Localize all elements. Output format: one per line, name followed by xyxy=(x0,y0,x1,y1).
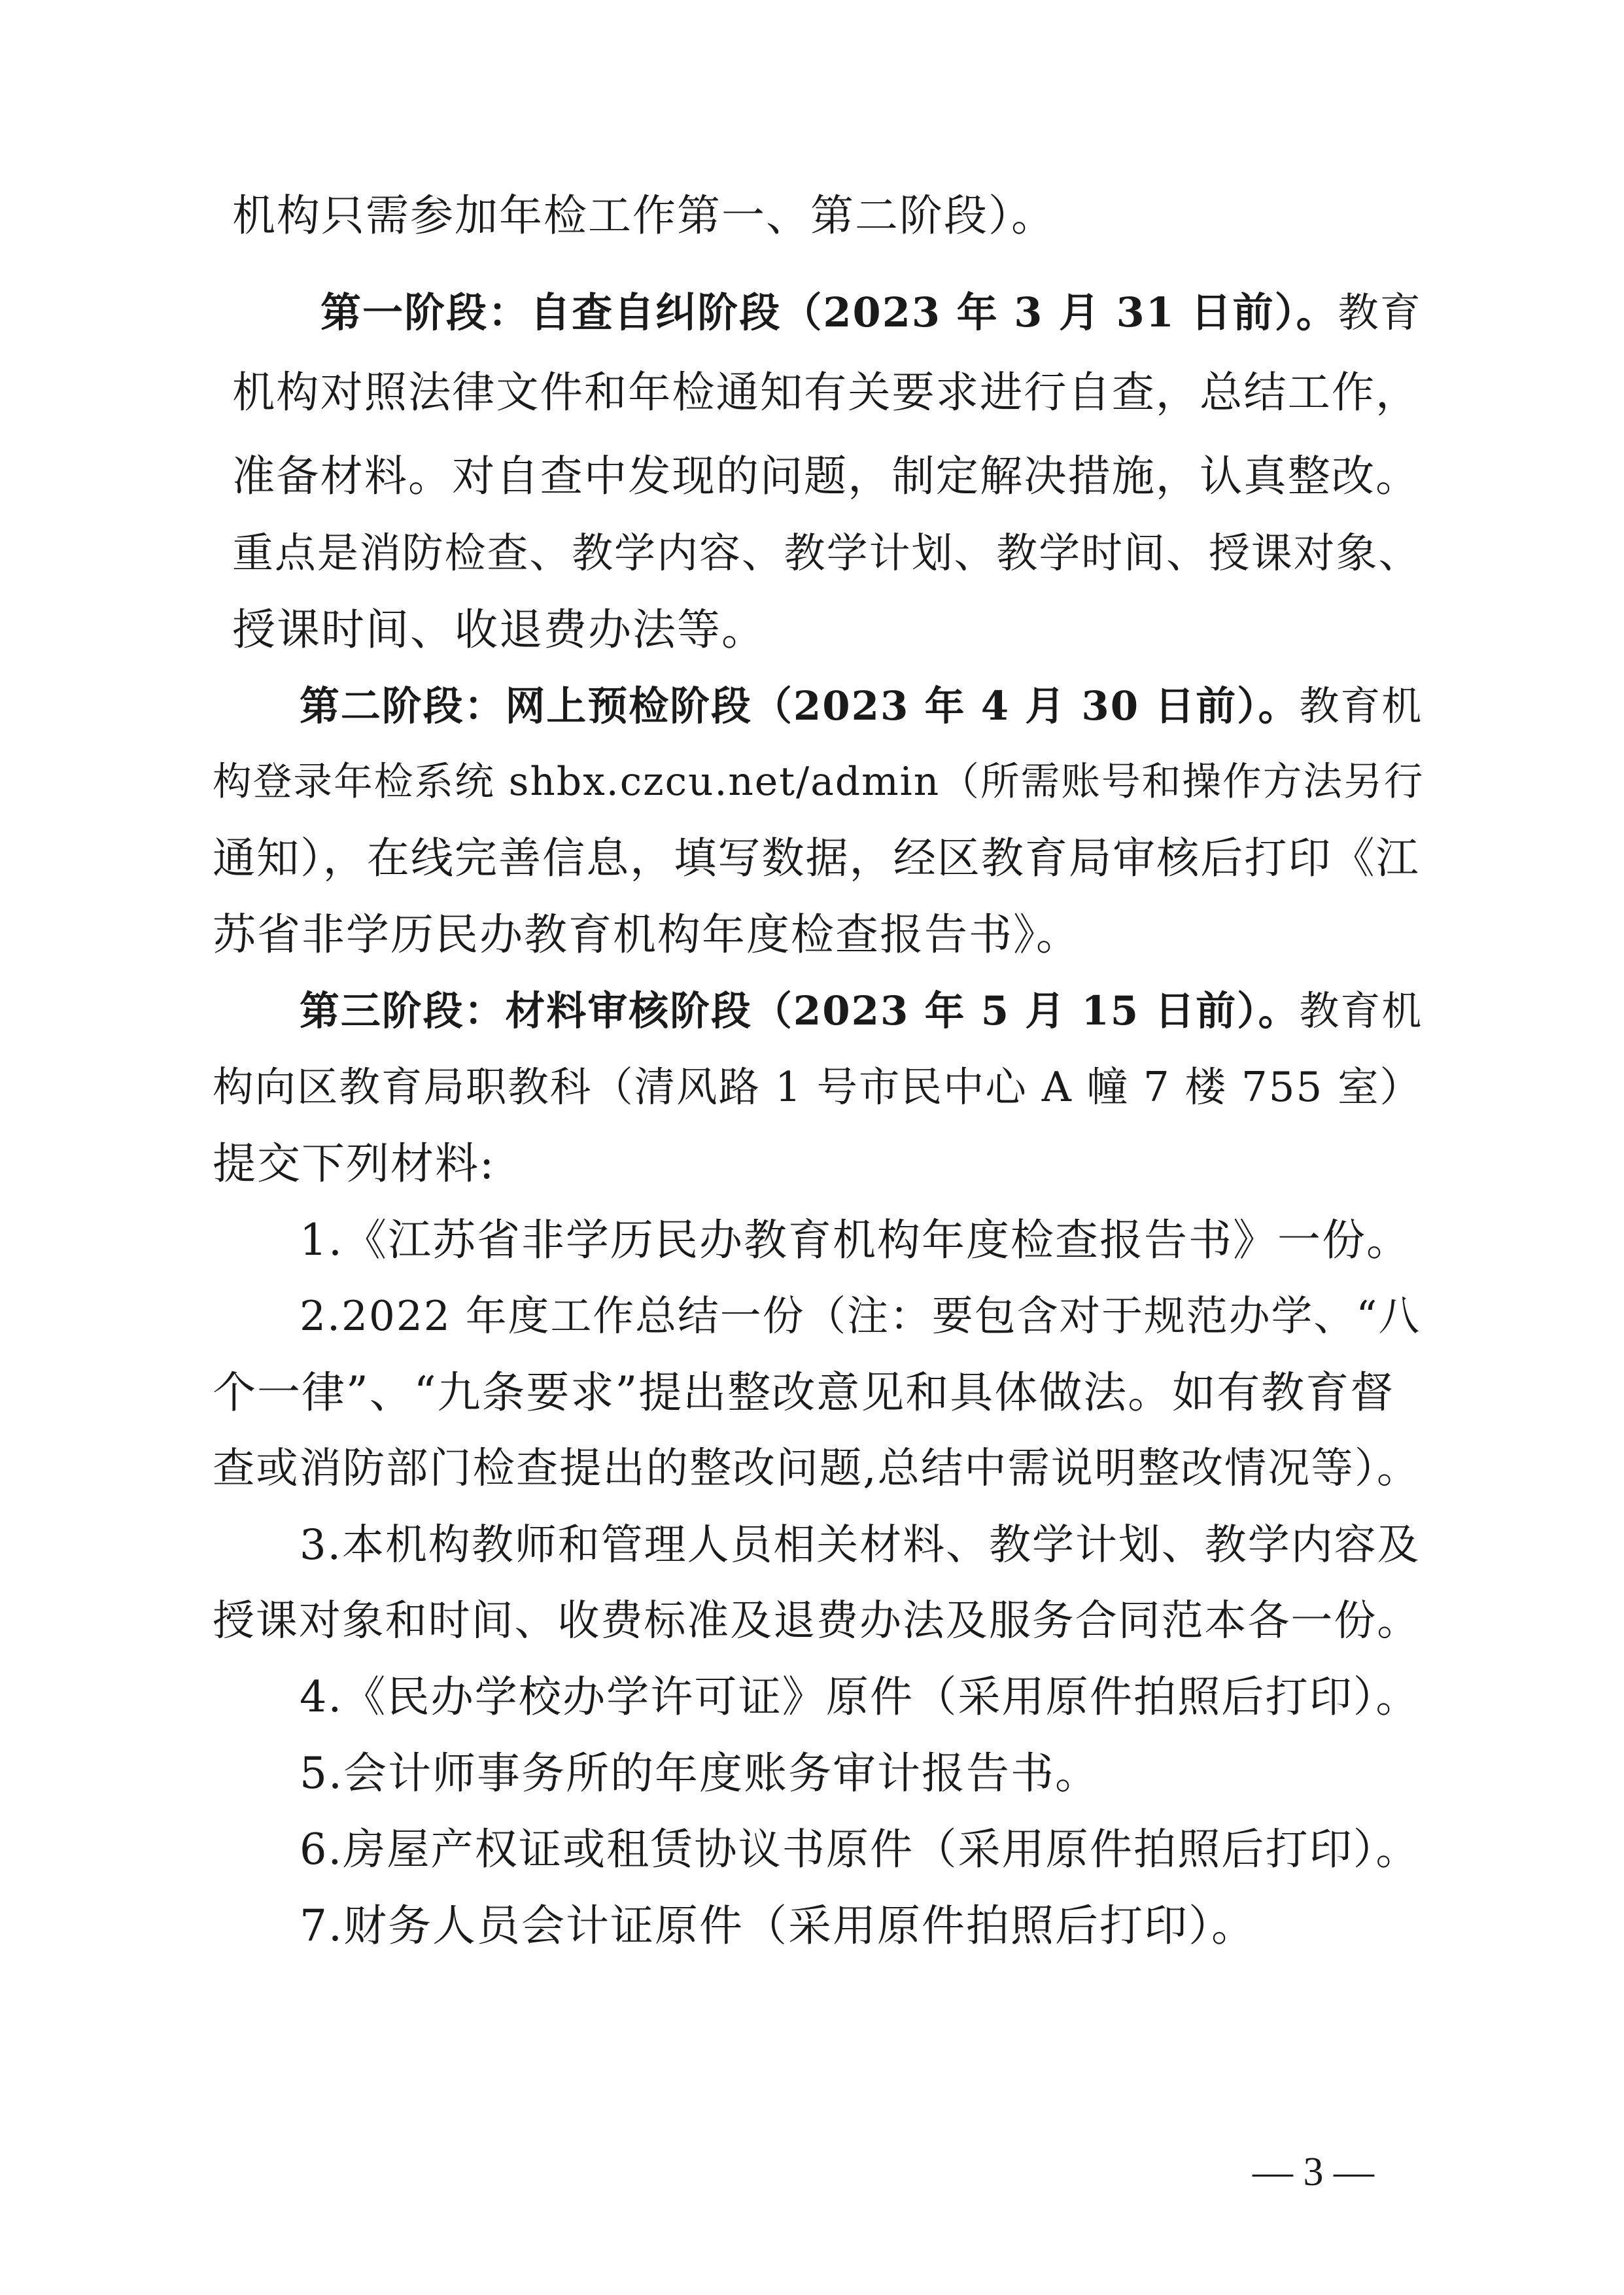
stage-one-heading: 第一阶段：自查自纠阶段（2023 年 3 月 31 日前）。 xyxy=(320,289,1338,336)
stage-three-text: 教育机 xyxy=(1299,988,1423,1034)
paragraph-line: 构登录年检系统 shbx.czcu.net/admin（所需账号和操作方法另行 xyxy=(213,760,1425,805)
stage-three-heading: 第三阶段：材料审核阶段（2023 年 5 月 15 日前）。 xyxy=(300,988,1300,1034)
paragraph-line: 授课时间、收退费办法等。 xyxy=(232,604,766,655)
paragraph-line: 构向区教育局职教科（清风路 1 号市民中心 A 幢 7 楼 755 室） xyxy=(213,1063,1423,1111)
stage-two-line xyxy=(300,675,1423,738)
list-item: 2.2022 年度工作总结一份（注：要包含对于规范办学、“八 xyxy=(300,1292,1421,1340)
paragraph-line: 苏省非学历民办教育机构年度检查报告书》。 xyxy=(213,909,1080,960)
list-item: 6.房屋产权证或租赁协议书原件（采用原件拍照后打印）。 xyxy=(300,1825,1420,1874)
stage-one-text: 教育 xyxy=(1338,289,1422,336)
stage-two-text: 教育机 xyxy=(1299,683,1423,729)
page-number: — 3 — xyxy=(1253,2150,1374,2194)
list-item-continuation: 查或消防部门检查提出的整改问题,总结中需说明整改情况等）。 xyxy=(213,1444,1421,1493)
list-item: 1.《江苏省非学历民办教育机构年度检查报告书》一份。 xyxy=(300,1215,1411,1265)
list-item: 4.《民办学校办学许可证》原件（采用原件拍照后打印）。 xyxy=(300,1673,1420,1722)
paragraph-line: 通知），在线完善信息，填写数据，经区教育局审核后打印《江 xyxy=(213,834,1420,883)
paragraph-line: 机构只需参加年检工作第一、第二阶段）。 xyxy=(232,190,1056,241)
list-item-continuation: 个一律”、“九条要求”提出整改意见和具体做法。如有教育督 xyxy=(213,1367,1395,1418)
stage-two-heading: 第二阶段：网上预检阶段（2023 年 4 月 30 日前）。 xyxy=(300,683,1300,729)
list-item: 7.财务人员会计证原件（采用原件拍照后打印）。 xyxy=(300,1901,1256,1951)
paragraph-line: 重点是消防检查、教学内容、教学计划、教学时间、授课对象、 xyxy=(232,529,1421,577)
list-item: 5.会计师事务所的年度账务审计报告书。 xyxy=(300,1748,1099,1798)
paragraph-line: 机构对照法律文件和年检通知有关要求进行自查，总结工作， xyxy=(232,368,1420,417)
list-item: 3.本机构教师和管理人员相关材料、教学计划、教学内容及 xyxy=(300,1521,1421,1569)
paragraph-line: 提交下列材料: xyxy=(213,1138,496,1189)
stage-one-line xyxy=(320,281,1422,344)
paragraph-line: 准备材料。对自查中发现的问题，制定解决措施，认真整改。 xyxy=(232,451,1420,501)
stage-three-line xyxy=(300,980,1423,1043)
list-item-continuation: 授课对象和时间、收费标准及退费办法及服务合同范本各一份。 xyxy=(213,1597,1421,1645)
